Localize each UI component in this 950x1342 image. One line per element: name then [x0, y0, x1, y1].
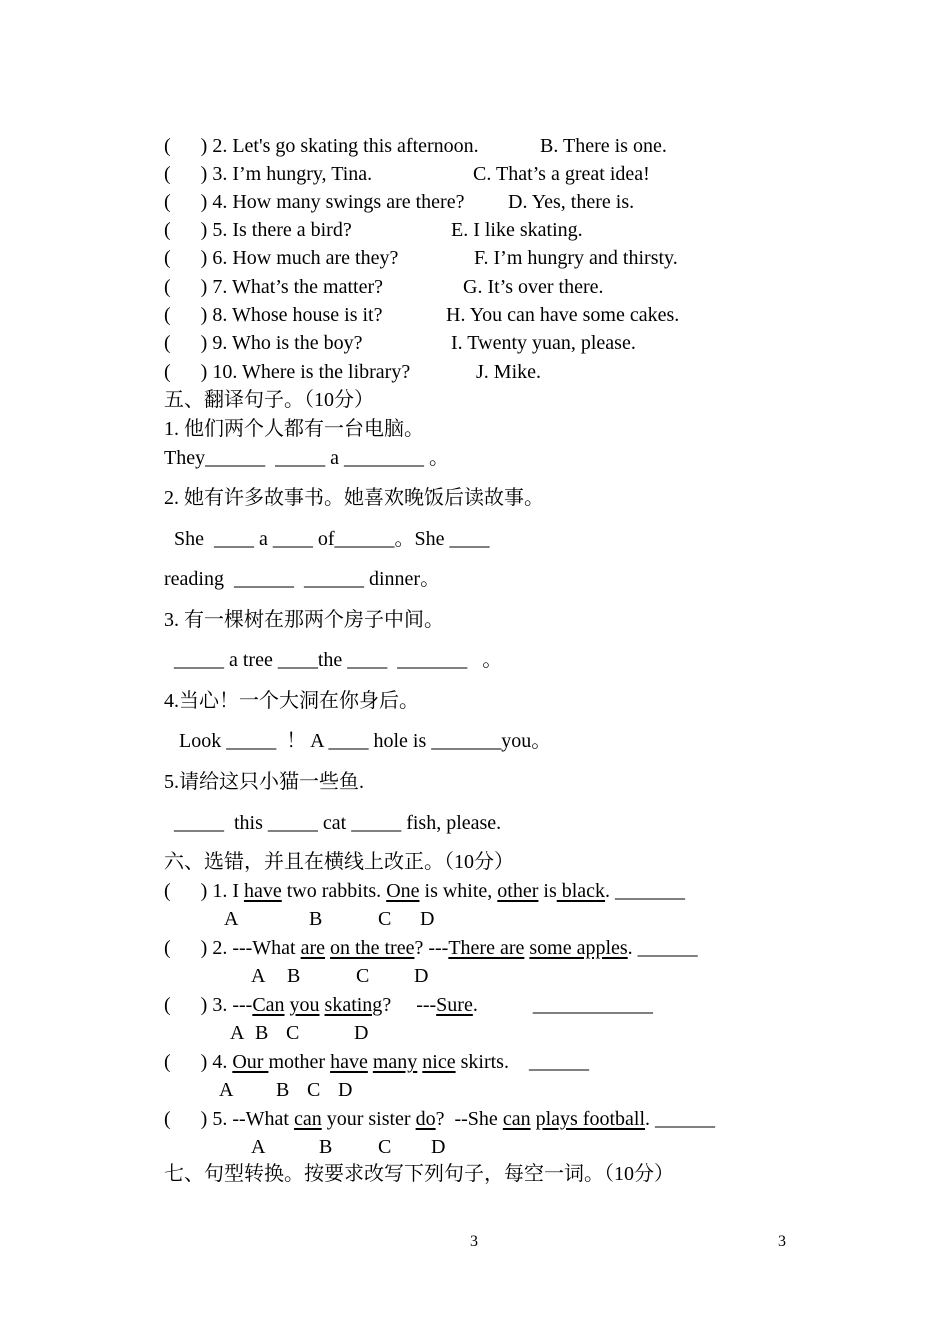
question-text: . ____________	[472, 994, 653, 1016]
option-letter: A	[224, 908, 239, 930]
underlined-option: Can	[252, 994, 285, 1016]
option-letter: C	[307, 1079, 321, 1101]
error-question-2	[164, 936, 698, 960]
matching-answer: C. That’s a great idea!	[473, 163, 650, 185]
option-letter: D	[431, 1136, 446, 1158]
translation-blank-line: _____ this _____ cat _____ fish, please.	[164, 812, 502, 834]
underlined-option: Sure	[436, 994, 473, 1016]
question-text: ( ) 1. I	[164, 880, 244, 902]
question-text: ( ) 5. --What	[164, 1108, 294, 1130]
question-text: skirts. ______	[455, 1051, 589, 1073]
matching-question: ( ) 4. How many swings are there?	[164, 191, 465, 213]
question-text: . ______	[645, 1108, 716, 1130]
option-letter: D	[354, 1022, 369, 1044]
matching-answer: H. You can have some cakes.	[446, 304, 680, 326]
translation-prompt: 4.当心！一个大洞在你身后。	[164, 690, 419, 712]
underlined-option: you	[289, 994, 320, 1016]
section-5-heading: 五、翻译句子。（10分）	[164, 389, 374, 411]
matching-question: ( ) 2. Let's go skating this afternoon.	[164, 135, 479, 157]
option-letter: D	[414, 965, 429, 987]
translation-blank-line: They______ _____ a ________ 。	[164, 447, 449, 469]
error-question-1	[164, 879, 685, 903]
matching-answer: D. Yes, there is.	[508, 191, 635, 213]
error-question-4	[164, 1050, 589, 1074]
matching-question: ( ) 10. Where is the library?	[164, 361, 411, 383]
question-text: is	[538, 880, 557, 902]
question-text: ( ) 4.	[164, 1051, 233, 1073]
option-letter: D	[420, 908, 435, 930]
matching-answer: J. Mike.	[476, 361, 541, 383]
option-letter: A	[219, 1079, 234, 1101]
section-7-heading: 七、句型转换。按要求改写下列句子，每空一词。（10分）	[164, 1163, 674, 1185]
error-question-5	[164, 1107, 715, 1131]
matching-answer: F. I’m hungry and thirsty.	[474, 247, 678, 269]
question-text: is white,	[419, 880, 498, 902]
underlined-option: black	[556, 880, 606, 902]
question-text: ( ) 3. ---	[164, 994, 253, 1016]
underlined-option: can	[293, 1108, 322, 1130]
translation-blank-line: She ____ a ____ of______。She ____	[164, 528, 490, 550]
underlined-option: do	[415, 1108, 436, 1130]
underlined-option: skating	[324, 994, 383, 1016]
page-number: 3	[470, 1233, 478, 1250]
option-letter: B	[255, 1022, 269, 1044]
option-letter: B	[319, 1136, 333, 1158]
matching-question: ( ) 8. Whose house is it?	[164, 304, 383, 326]
matching-question: ( ) 6. How much are they?	[164, 247, 399, 269]
option-letter: B	[309, 908, 323, 930]
underlined-option: on the tree	[330, 937, 415, 959]
matching-question: ( ) 7. What’s the matter?	[164, 276, 384, 298]
translation-blank-line: _____ a tree ____the ____ _______ 。	[164, 649, 503, 671]
option-letter: C	[356, 965, 370, 987]
matching-answer: I. Twenty yuan, please.	[451, 332, 636, 354]
matching-question: ( ) 3. I’m hungry, Tina.	[164, 163, 373, 185]
underlined-option: nice	[422, 1051, 456, 1073]
matching-answer: G. It’s over there.	[463, 276, 604, 298]
option-letter: B	[287, 965, 301, 987]
question-text: two rabbits.	[281, 880, 387, 902]
matching-answer: B. There is one.	[540, 135, 667, 157]
option-letter: A	[251, 965, 266, 987]
section-6-heading: 六、选错，并且在横线上改正。（10分）	[164, 851, 514, 873]
underlined-option: some apples	[529, 937, 628, 959]
underlined-option: plays football	[535, 1108, 646, 1130]
question-text: ? --She	[435, 1108, 503, 1130]
translation-blank-line: reading ______ ______ dinner。	[164, 568, 441, 590]
translation-prompt: 5.请给这只小猫一些鱼.	[164, 771, 364, 793]
matching-question: ( ) 9. Who is the boy?	[164, 332, 363, 354]
option-letter: A	[251, 1136, 266, 1158]
error-question-3	[164, 993, 653, 1017]
page-number: 3	[778, 1233, 786, 1250]
option-letter: B	[276, 1079, 290, 1101]
underlined-option: have	[243, 880, 282, 902]
option-letter: C	[378, 908, 392, 930]
underlined-option: can	[502, 1108, 531, 1130]
translation-prompt: 1. 他们两个人都有一台电脑。	[164, 418, 424, 440]
option-letter: C	[286, 1022, 300, 1044]
translation-prompt: 3. 有一棵树在那两个房子中间。	[164, 609, 444, 631]
matching-question: ( ) 5. Is there a bird?	[164, 219, 352, 241]
underlined-option: have	[330, 1051, 368, 1073]
question-text: ? ---	[414, 937, 449, 959]
translation-prompt: 2. 她有许多故事书。她喜欢晚饭后读故事。	[164, 487, 544, 509]
underlined-option: One	[386, 880, 420, 902]
underlined-option: Our	[232, 1051, 269, 1073]
translation-blank-line: Look _____ ！ A ____ hole is _______you。	[164, 730, 552, 752]
underlined-option: are	[300, 937, 326, 959]
question-text: mother	[268, 1051, 331, 1073]
question-text: . _______	[605, 880, 686, 902]
underlined-option: other	[497, 880, 539, 902]
question-text: . ______	[627, 937, 698, 959]
question-text: ( ) 2. ---What	[164, 937, 301, 959]
option-letter: C	[378, 1136, 392, 1158]
question-text: your sister	[321, 1108, 416, 1130]
question-text: ? ---	[382, 994, 437, 1016]
option-letter: D	[338, 1079, 353, 1101]
underlined-option: There are	[448, 937, 525, 959]
underlined-option: many	[372, 1051, 418, 1073]
matching-answer: E. I like skating.	[451, 219, 583, 241]
option-letter: A	[230, 1022, 245, 1044]
